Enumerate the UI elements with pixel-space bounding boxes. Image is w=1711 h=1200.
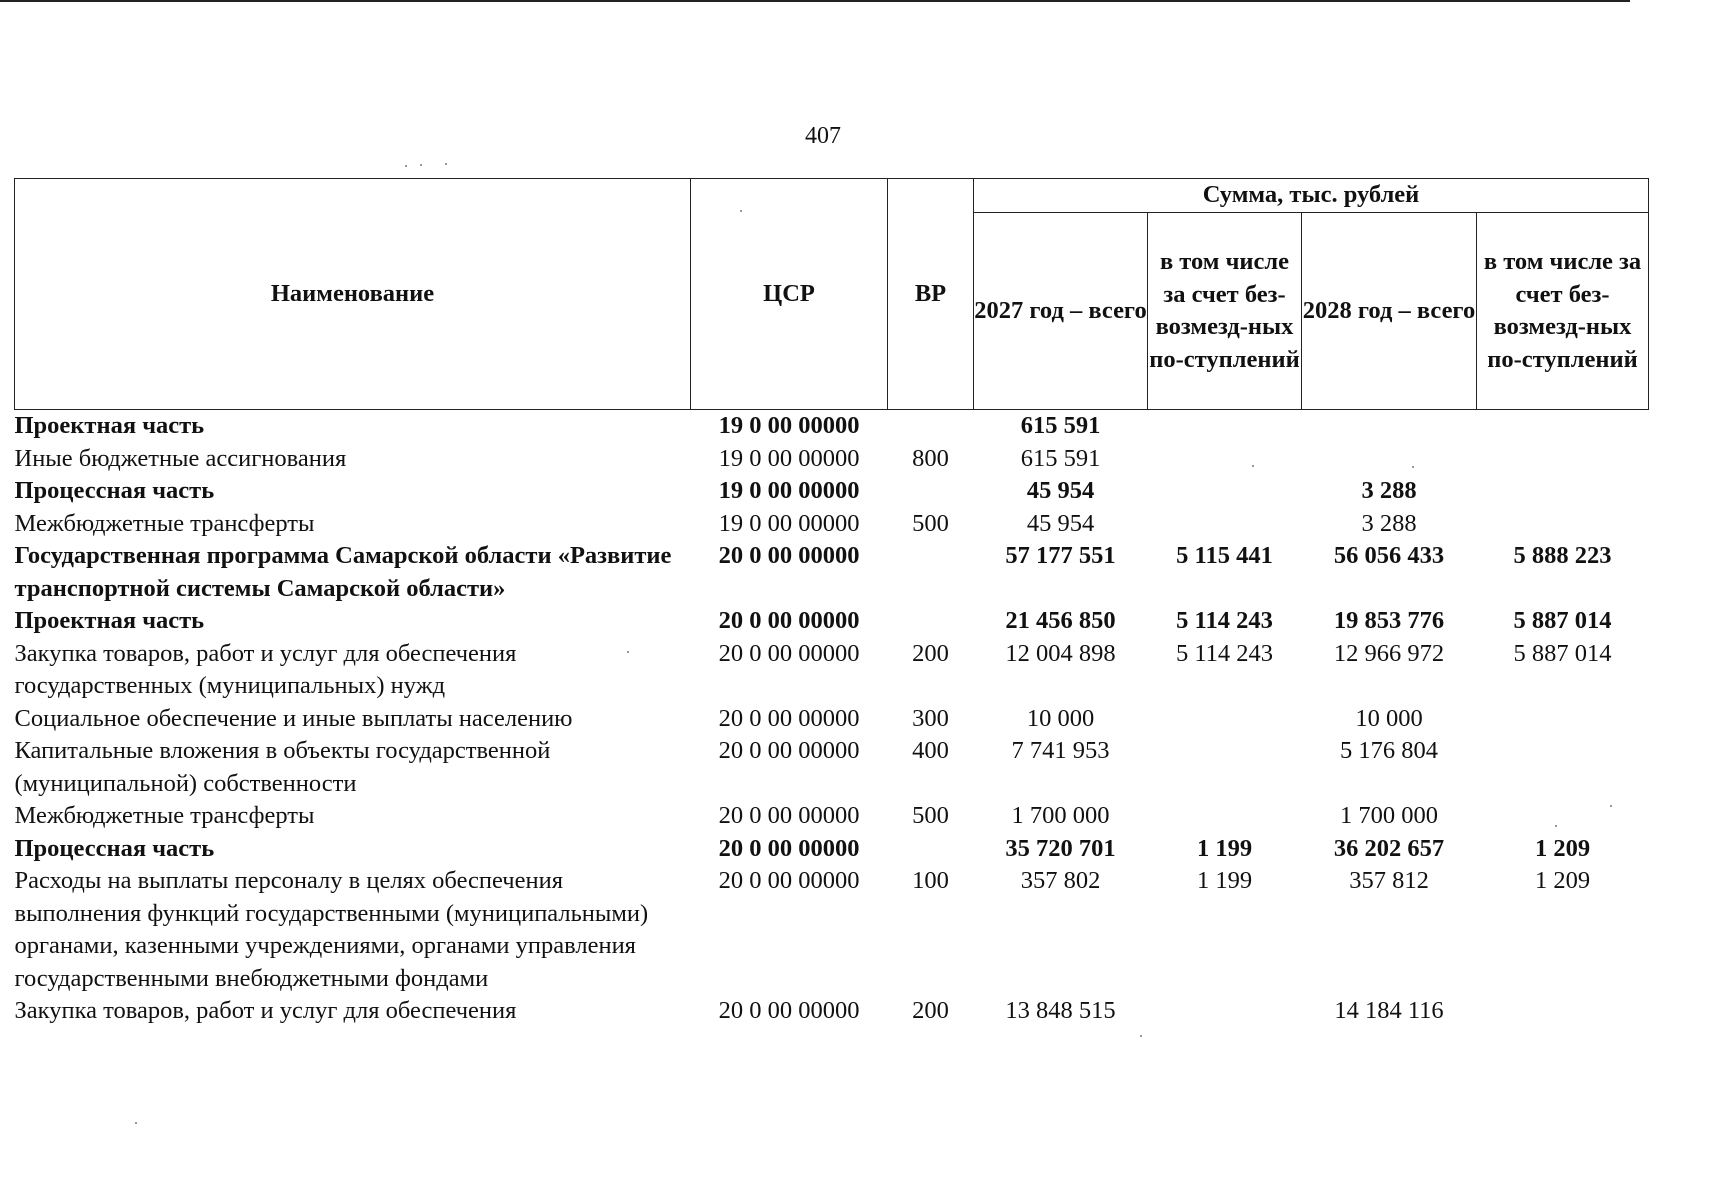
row-2028-incl (1477, 800, 1649, 833)
column-header-2028-total: 2028 год – всего (1302, 213, 1477, 410)
row-2027-incl: 5 114 243 (1176, 607, 1273, 634)
row-2027-total: 10 000 (1026, 704, 1095, 732)
table-row (15, 410, 1649, 443)
row-csr: 19 0 00 00000 (718, 477, 860, 504)
row-2027-incl (1148, 735, 1302, 800)
top-border-line (0, 0, 1630, 2)
row-2027-total: 615 591 (1020, 444, 1101, 472)
column-header-vr: ВР (888, 179, 974, 410)
row-2027-total: 357 802 (1020, 867, 1101, 894)
table-row (15, 833, 1649, 866)
table-row (15, 995, 1649, 1028)
row-2028-total: 10 000 (1355, 704, 1423, 732)
column-header-2027-total: 2027 год – всего (974, 213, 1148, 410)
row-2028-total (1302, 443, 1477, 476)
row-vr (888, 540, 974, 605)
table-row (15, 475, 1649, 508)
row-vr: 500 (912, 802, 949, 829)
row-name: Закупка товаров, работ и услуг для обеспечения государственных (муниципальных) нужд (14, 639, 517, 699)
row-2027-total: 12 004 898 (1005, 639, 1116, 667)
row-2028-incl (1477, 995, 1649, 1028)
row-2028-total: 5 176 804 (1340, 737, 1438, 764)
row-vr (888, 410, 974, 443)
row-vr (888, 833, 974, 866)
row-vr: 500 (912, 509, 949, 537)
row-2028-incl (1477, 443, 1649, 476)
row-2027-total: 35 720 701 (1005, 834, 1116, 862)
row-name: Проектная часть (14, 607, 205, 634)
column-group-sum: Сумма, тыс. рублей (974, 179, 1649, 213)
row-2028-total: 3 288 (1361, 509, 1417, 537)
row-2028-incl (1477, 735, 1649, 800)
table-row (15, 638, 1649, 703)
budget-table (14, 178, 1649, 1028)
column-header-csr: ЦСР (691, 179, 888, 410)
row-2027-incl: 5 114 243 (1175, 639, 1274, 667)
page-number: 407 (805, 123, 841, 149)
row-csr: 20 0 00 00000 (718, 704, 860, 732)
row-2027-total: 45 954 (1026, 509, 1095, 537)
row-csr: 19 0 00 00000 (718, 412, 860, 439)
row-2028-incl (1477, 410, 1649, 443)
row-csr: 20 0 00 00000 (718, 607, 860, 634)
row-csr: 20 0 00 00000 (718, 867, 860, 894)
row-2028-incl: 5 887 014 (1513, 639, 1612, 667)
row-2028-incl (1477, 475, 1649, 508)
row-csr: 19 0 00 00000 (718, 444, 860, 472)
row-vr: 200 (912, 997, 949, 1024)
row-2028-total: 12 966 972 (1333, 639, 1445, 667)
row-2027-incl (1148, 508, 1302, 541)
scan-speck (135, 1122, 137, 1124)
table-row (15, 540, 1649, 605)
row-name: Процессная часть (14, 834, 215, 862)
row-csr: 20 0 00 00000 (718, 639, 860, 667)
table-header (15, 179, 1649, 410)
row-vr (888, 605, 974, 638)
table-body (15, 410, 1649, 1028)
row-vr: 200 (912, 639, 949, 667)
row-2028-total: 36 202 657 (1333, 834, 1445, 862)
table-row (15, 605, 1649, 638)
row-2028-total: 14 184 116 (1334, 997, 1444, 1024)
row-2027-total: 615 591 (1020, 412, 1101, 439)
row-2028-total: 19 853 776 (1333, 607, 1445, 634)
row-2027-incl (1148, 995, 1302, 1028)
row-vr: 100 (912, 867, 949, 894)
scan-speck (405, 165, 407, 167)
table-row (15, 443, 1649, 476)
row-2027-incl: 1 199 (1196, 834, 1253, 862)
scan-speck (445, 163, 447, 165)
row-2028-total: 3 288 (1361, 477, 1417, 504)
row-name: Государственная программа Самарской области «Развитие транспортной системы Самарской области» (14, 542, 672, 602)
row-name: Капитальные вложения в объекты государственной (муниципальной) собственности (14, 737, 551, 797)
row-csr: 19 0 00 00000 (718, 509, 860, 537)
row-2027-incl: 1 199 (1196, 867, 1253, 894)
row-2028-incl: 1 209 (1534, 834, 1591, 862)
table-row (15, 735, 1649, 800)
column-header-name: Наименование (15, 179, 691, 410)
row-2027-total: 21 456 850 (1005, 607, 1116, 634)
row-2027-total: 7 741 953 (1011, 737, 1110, 764)
row-2027-incl (1148, 475, 1302, 508)
row-2028-total: 56 056 433 (1333, 542, 1445, 569)
row-2027-incl (1148, 800, 1302, 833)
column-header-2028-incl: в том числе за счет без-возмезд-ных по-ступлений (1477, 213, 1649, 410)
row-vr (888, 475, 974, 508)
row-name: Межбюджетные трансферты (14, 509, 315, 537)
table-row (15, 703, 1649, 736)
row-csr: 20 0 00 00000 (718, 834, 860, 862)
scan-speck (420, 164, 422, 166)
row-vr: 800 (912, 444, 949, 472)
scan-speck (1140, 1035, 1142, 1037)
row-name: Расходы на выплаты персоналу в целях обеспечения выполнения функций государственными (муниципальными) органами, казенными учреждениями, органами управления государственными внебюджетными фондами (14, 867, 649, 992)
row-csr: 20 0 00 00000 (718, 737, 860, 764)
row-2028-total: 357 812 (1349, 867, 1429, 894)
row-2028-incl (1477, 703, 1649, 736)
row-2027-incl: 5 115 441 (1176, 542, 1273, 569)
table-row (15, 865, 1649, 995)
row-name: Иные бюджетные ассигнования (14, 444, 347, 472)
row-2028-incl: 5 887 014 (1513, 607, 1612, 634)
row-vr: 300 (912, 704, 949, 732)
table-row (15, 508, 1649, 541)
row-name: Межбюджетные трансферты (14, 802, 315, 829)
row-vr: 400 (912, 737, 949, 764)
row-name: Процессная часть (14, 477, 215, 504)
row-2028-incl (1477, 508, 1649, 541)
column-header-2027-incl: в том числе за счет без-возмезд-ных по-ступлений (1148, 213, 1302, 410)
row-2027-incl (1148, 703, 1302, 736)
row-2028-total (1302, 410, 1477, 443)
row-2027-incl (1148, 443, 1302, 476)
row-2027-total: 13 848 515 (1005, 997, 1116, 1024)
row-2027-incl (1148, 410, 1302, 443)
row-2027-total: 57 177 551 (1005, 542, 1116, 569)
row-csr: 20 0 00 00000 (718, 542, 860, 569)
row-2027-total: 1 700 000 (1011, 802, 1110, 829)
row-csr: 20 0 00 00000 (718, 802, 860, 829)
row-csr: 20 0 00 00000 (718, 997, 860, 1024)
row-name: Закупка товаров, работ и услуг для обеспечения (14, 997, 517, 1024)
row-2028-total: 1 700 000 (1340, 802, 1438, 829)
row-name: Проектная часть (14, 412, 205, 439)
table-row (15, 800, 1649, 833)
row-2028-incl: 1 209 (1534, 867, 1591, 894)
row-2028-incl: 5 888 223 (1513, 542, 1612, 569)
row-name: Социальное обеспечение и иные выплаты населению (14, 704, 573, 732)
row-2027-total: 45 954 (1026, 477, 1095, 504)
